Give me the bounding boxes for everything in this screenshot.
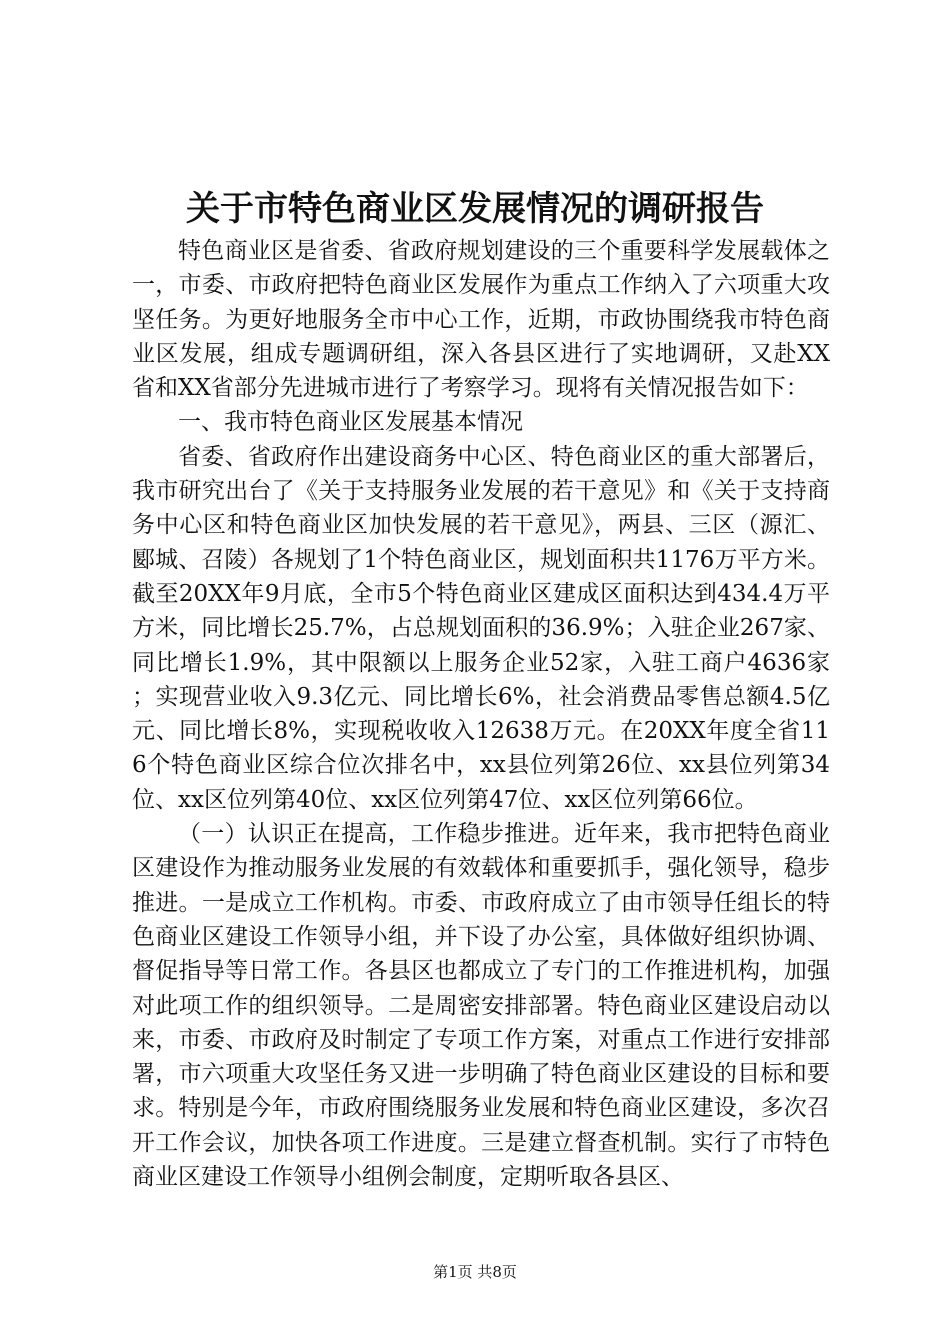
paragraph-basic-situation: 省委、省政府作出建设商务中心区、特色商业区的重大部署后，我市研究出台了《关于支持服务业发展的若干意见》和《关于支持商务中心区和特色商业区加快发展的若干意见》，两县、三区（源汇、郾城、召陵）各规划了1个特色商业区，规划面积共1176万平方米。截至20XX年9月底，全市5个特色商业区建成区面积达到434.4万平方米，同比增长25.7%，占总规划面积的36.9%；入驻企业267家、同比增长1.9%，其中限额以上服务企业52家，入驻工商户4636家；实现营业收入9.3亿元、同比增长6%，社会消费品零售总额4.5亿元、同比增长8%，实现税收收入12638万元。在20XX年度全省116个特色商业区综合位次排名中，xx县位列第26位、xx县位列第34位、xx区位列第40位、xx区位列第47位、xx区位列第66位。 [132, 443, 830, 813]
paragraph-intro: 特色商业区是省委、省政府规划建设的三个重要科学发展载体之一，市委、市政府把特色商业区发展作为重点工作纳入了六项重大攻坚任务。为更好地服务全市中心工作，近期，市政协围绕我市特色商业区发展，组成专题调研组，深入各县区进行了实地调研，又赴XX省和XX省部分先进城市进行了考察学习。现将有关情况报告如下： [132, 238, 830, 402]
paragraph-subsection-1: （一）认识正在提高，工作稳步推进。近年来，我市把特色商业区建设作为推动服务业发展的有效载体和重要抓手，强化领导，稳步推进。一是成立工作机构。市委、市政府成立了由市领导任组长的特色商业区建设工作领导小组，并下设了办公室，具体做好组织协调、督促指导等日常工作。各县区也都成立了专门的工作推进机构，加强对此项工作的组织领导。二是周密安排部署。特色商业区建设启动以来，市委、市政府及时制定了专项工作方案，对重点工作进行安排部署，市六项重大攻坚任务又进一步明确了特色商业区建设的目标和要求。特别是今年，市政府围绕服务业发展和特色商业区建设，多次召开工作会议，加快各项工作进度。三是建立督查机制。实行了市特色商业区建设工作领导小组例会制度，定期听取各县区、 [132, 821, 830, 1191]
page-number-footer: 第1页 共8页 [433, 1263, 517, 1281]
document-title: 关于市特色商业区发展情况的调研报告 [186, 189, 764, 229]
section-heading-1: 一、我市特色商业区发展基本情况 [178, 409, 523, 436]
document-body [132, 234, 830, 1194]
